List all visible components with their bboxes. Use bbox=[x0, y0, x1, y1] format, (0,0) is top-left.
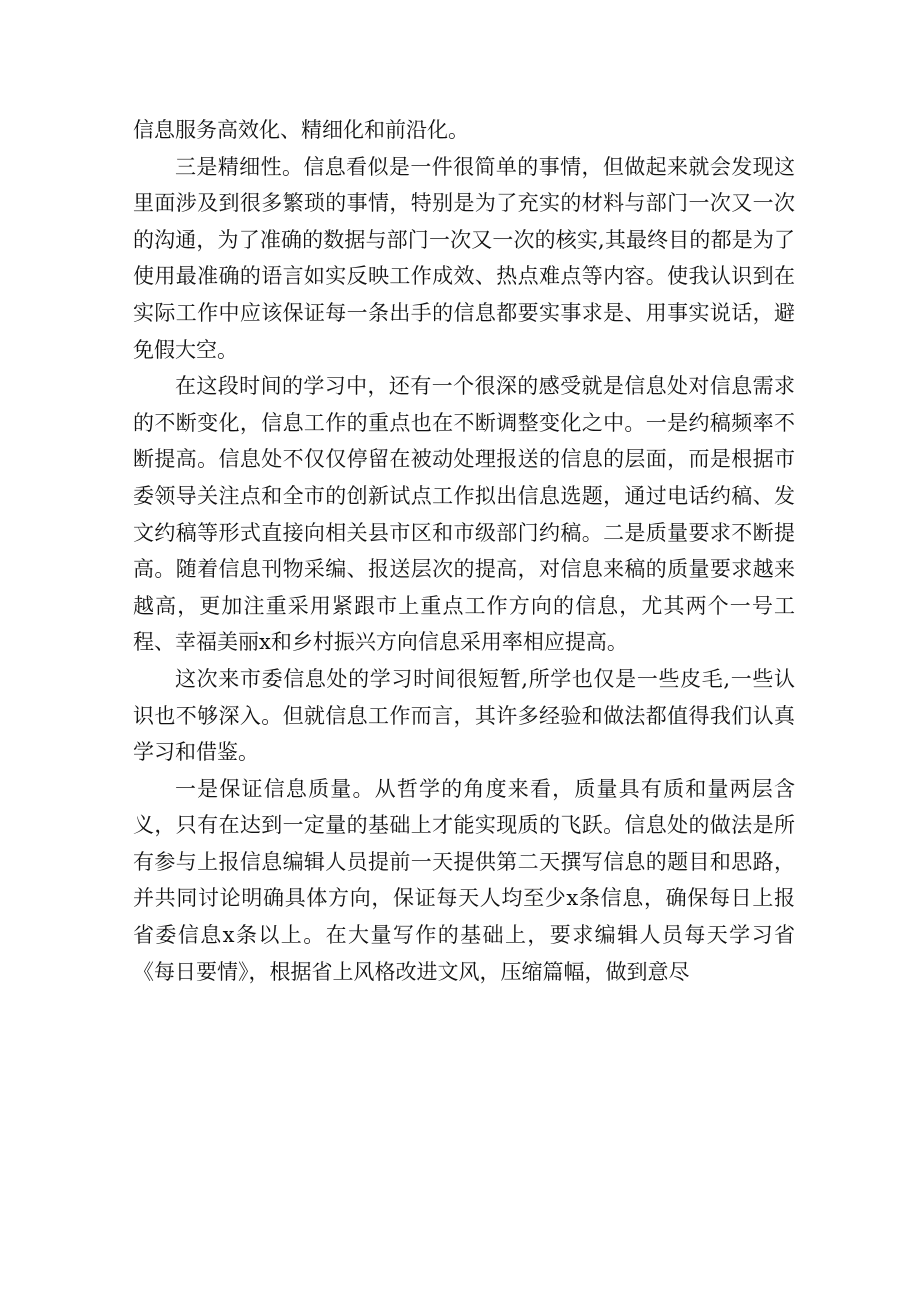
paragraph-2: 三是精细性。信息看似是一件很简单的事情，但做起来就会发现这里面涉及到很多繁琐的事情，特别是为了充实的材料与部门一次又一次的沟通，为了准确的数据与部门一次又一次的核实,其最终目的都是为了使用最准确的语言如实反映工作成效、热点难点等内容。使我认识到在实际工作中应该保证每一条出手的信息都要实事求是、用事实说话，避免假大空。 bbox=[133, 154, 795, 362]
paragraph-5: 一是保证信息质量。从哲学的角度来看，质量具有质和量两层含义，只有在达到一定量的基础上才能实现质的飞跃。信息处的做法是所有参与上报信息编辑人员提前一天提供第二天撰写信息的题目和思路，并共同讨论明确具体方向，保证每天人均至少x条信息，确保每日上报省委信息x条以上。在大量写作的基础上，要求编辑人员每天学习省《每日要情》，根据省上风格改进文风，压缩篇幅，做到意尽 bbox=[133, 776, 795, 984]
paragraph-3: 在这段时间的学习中，还有一个很深的感受就是信息处对信息需求的不断变化，信息工作的重点也在不断调整变化之中。一是约稿频率不断提高。信息处不仅仅停留在被动处理报送的信息的层面，而是根据市委领导关注点和全市的创新试点工作拟出信息选题，通过电话约稿、发文约稿等形式直接向相关县市区和市级部门约稿。二是质量要求不断提高。随着信息刊物采编、报送层次的提高，对信息来稿的质量要求越来越高，更加注重采用紧跟市上重点工作方向的信息，尤其两个一号工程、幸福美丽x和乡村振兴方向信息采用率相应提高。 bbox=[133, 374, 795, 655]
paragraph-4: 这次来市委信息处的学习时间很短暂,所学也仅是一些皮毛,一些认识也不够深入。但就信息工作而言，其许多经验和做法都值得我们认真学习和借鉴。 bbox=[133, 666, 795, 765]
document-body bbox=[133, 112, 795, 990]
paragraph-1: 信息服务高效化、精细化和前沿化。 bbox=[133, 118, 469, 142]
